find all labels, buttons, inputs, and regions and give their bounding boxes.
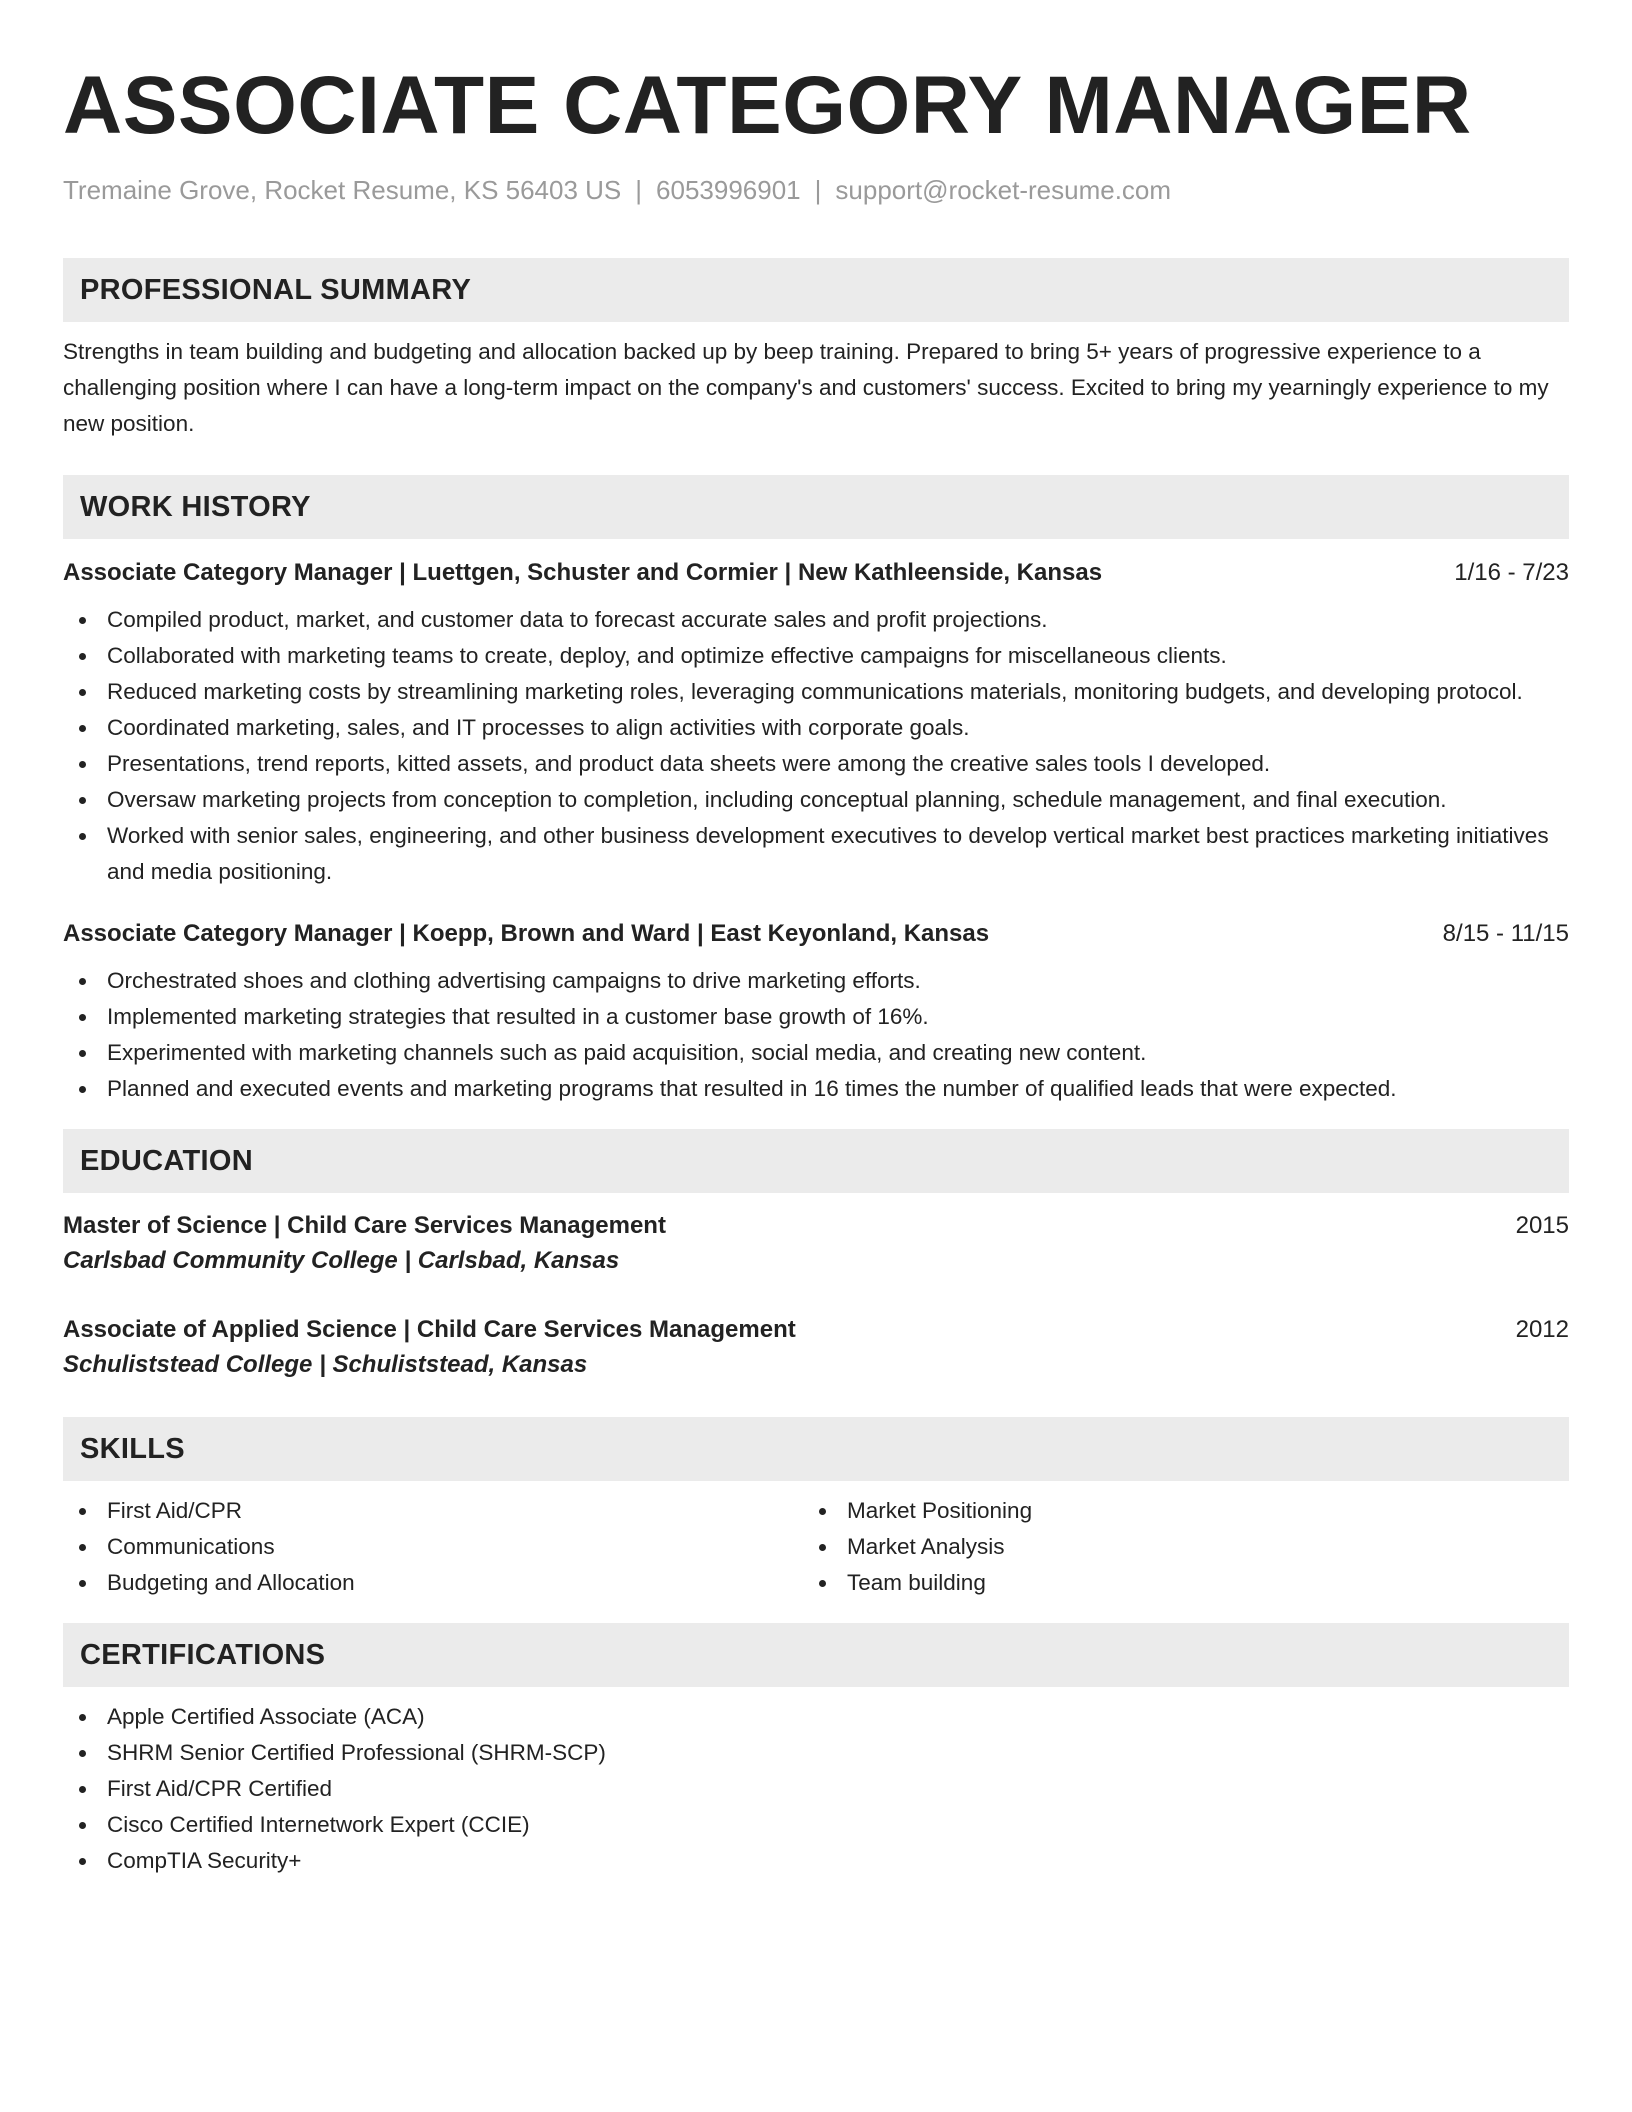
certification-item: SHRM Senior Certified Professional (SHRM-SCP) [63,1735,1569,1771]
education-entry [63,1209,1569,1279]
job-entry [63,556,1569,890]
job-header [63,556,1569,590]
job-bullet: Presentations, trend reports, kitted assets, and product data sheets were among the creative sales tools I developed. [63,746,1569,782]
skills-list [63,1493,803,1601]
job-title: Associate Category Manager | Koepp, Brown and Ward | East Keyonland, Kansas [63,920,990,947]
job-dates: 1/16 - 7/23 [1454,559,1569,586]
job-bullet: Coordinated marketing, sales, and IT processes to align activities with corporate goals. [63,710,1569,746]
job-bullet: Experimented with marketing channels such as paid acquisition, social media, and creating new content. [63,1035,1569,1071]
contact-separator: | [635,175,643,205]
job-bullet: Worked with senior sales, engineering, and other business development executives to develop vertical market best practices marketing initiatives and media positioning. [63,818,1569,890]
skill-item: Team building [803,1565,1569,1601]
skill-item: First Aid/CPR [63,1493,803,1529]
skills-column-right [803,1493,1569,1601]
job-bullet-list [63,963,1569,1107]
certification-item: Cisco Certified Internetwork Expert (CCIE) [63,1807,1569,1843]
resume-title: ASSOCIATE CATEGORY MANAGER [63,60,1472,151]
job-bullet: Reduced marketing costs by streamlining marketing roles, leveraging communications materials, monitoring budgets, and developing protocol. [63,674,1569,710]
job-bullet: Compiled product, market, and customer data to forecast accurate sales and profit projections. [63,602,1569,638]
certification-item: Apple Certified Associate (ACA) [63,1699,1569,1735]
job-title: Associate Category Manager | Luettgen, Schuster and Cormier | New Kathleenside, Kansas [63,559,1103,586]
contact-address: Tremaine Grove, Rocket Resume, KS 56403 US [63,175,622,205]
skill-item: Budgeting and Allocation [63,1565,803,1601]
section-header-education: EDUCATION [63,1129,1569,1193]
education-school: Schuliststead College | Schuliststead, Kansas [63,1351,588,1378]
job-bullet: Planned and executed events and marketing programs that resulted in 16 times the number of qualified leads that were expected. [63,1071,1569,1107]
skills-list [803,1493,1569,1601]
skill-item: Communications [63,1529,803,1565]
skills-column-left [63,1493,803,1601]
section-header-certifications: CERTIFICATIONS [63,1623,1569,1687]
contact-email: support@rocket-resume.com [835,175,1172,205]
job-bullet: Collaborated with marketing teams to create, deploy, and optimize effective campaigns for miscellaneous clients. [63,638,1569,674]
education-school: Carlsbad Community College | Carlsbad, Kansas [63,1247,620,1274]
education-year: 2015 [1515,1212,1569,1239]
education-entry [63,1313,1569,1383]
job-entry [63,917,1569,1107]
skill-item: Market Analysis [803,1529,1569,1565]
contact-separator: | [814,175,822,205]
education-degree: Associate of Applied Science | Child Care Services Management [63,1316,796,1343]
education-header [63,1313,1569,1347]
job-bullet: Oversaw marketing projects from conception to completion, including conceptual planning, schedule management, and final execution. [63,782,1569,818]
skills-grid [63,1493,1569,1601]
section-header-summary: PROFESSIONAL SUMMARY [63,258,1569,322]
contact-phone: 6053996901 [656,175,801,205]
section-header-work-history: WORK HISTORY [63,475,1569,539]
education-degree: Master of Science | Child Care Services Management [63,1212,666,1239]
education-year: 2012 [1515,1316,1569,1343]
education-header [63,1209,1569,1243]
job-bullet-list [63,602,1569,890]
job-bullet: Implemented marketing strategies that resulted in a customer base growth of 16%. [63,999,1569,1035]
summary-paragraph: Strengths in team building and budgeting and allocation backed up by beep training. Prepared to bring 5+ years of progressive experience to a challenging position where I can have a long-term impact on the company's and customers' success. Excited to bring my yearningly experience to my new position. [63,339,1549,436]
certification-item: CompTIA Security+ [63,1843,1569,1879]
job-header [63,917,1569,951]
certification-item: First Aid/CPR Certified [63,1771,1569,1807]
contact-line [63,174,1569,206]
section-header-skills: SKILLS [63,1417,1569,1481]
job-dates: 8/15 - 11/15 [1442,920,1569,947]
job-bullet: Orchestrated shoes and clothing advertising campaigns to drive marketing efforts. [63,963,1569,999]
skill-item: Market Positioning [803,1493,1569,1529]
certifications-list [63,1699,1569,1879]
